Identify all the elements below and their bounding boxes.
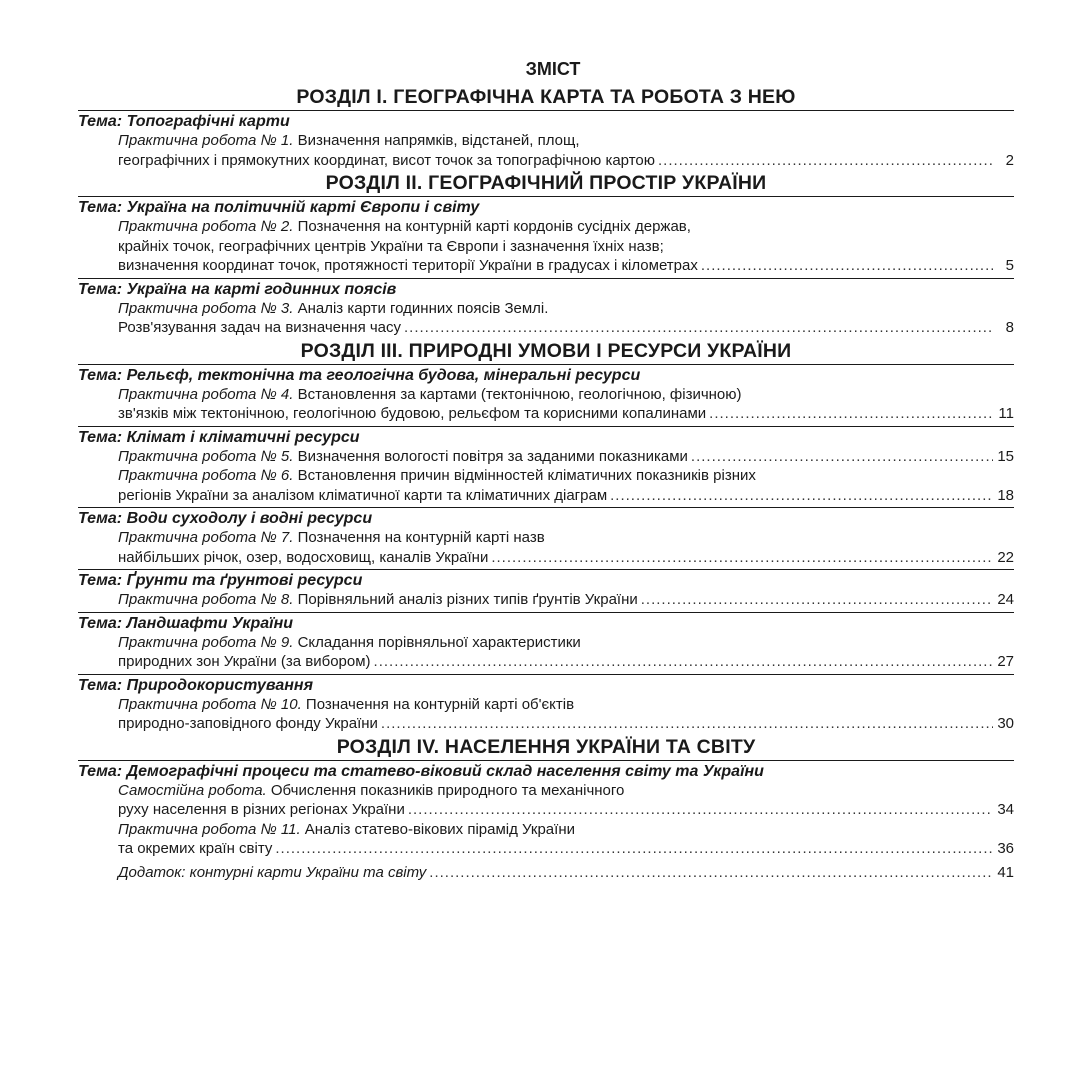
toc-entry-line[interactable] [78,404,1014,424]
toc-line [78,237,1014,257]
toc-entry-line[interactable] [78,318,1014,338]
dot-leader [491,548,993,568]
toc-entry-line[interactable] [78,548,1014,568]
topic-block [78,364,1014,424]
page-number: 41 [997,863,1014,881]
work-text: Аналіз статево-вікових пірамід України [300,820,575,838]
work-label: Практична робота № 7. [118,529,294,546]
page-number: 2 [1005,151,1014,169]
work-label: Практична робота № 11. [118,820,301,838]
work-text: природно-заповідного фонду України [118,715,378,732]
page-number: 34 [997,801,1014,818]
topic-title: Тема: Демографічні процеси та статево-віковий склад населення світу та України [78,762,764,780]
toc-entry-line[interactable] [78,256,1014,276]
topic-title: Тема: Україна на карті годинних поясів [78,280,397,298]
toc-line [78,820,1014,840]
work-text-line [118,447,688,467]
work-label: Самостійна робота. [118,781,267,799]
work-label: Практична робота № 8. [118,591,294,608]
topic-block [78,196,1014,276]
work-text: Обчислення показників природного та механічного [266,781,625,799]
dot-leader [658,151,993,171]
work-label: Практична робота № 1. [118,132,294,149]
topic-block [78,110,1014,170]
page-number: 11 [998,405,1014,422]
work-text: Визначення напрямків, відстаней, площ, [293,132,580,149]
work-text: крайніх точок, географічних центрів України та Європи і зазначення їхніх назв; [118,237,664,255]
topic-block [78,507,1014,567]
work-label: Практична робота № 6. [118,467,294,484]
work-text: Розв'язування задач на визначення часу [118,319,402,336]
dot-leader [381,714,993,734]
dot-leader [610,486,993,506]
topic-block [78,569,1014,610]
dot-leader [408,800,993,820]
dot-leader [709,404,993,424]
toc-entry-line[interactable] [78,839,1014,859]
topic-title: Тема: Україна на політичній карті Європи і світу [78,199,480,216]
page-number: 22 [997,548,1014,566]
topic-title: Тема: Рельєф, тектонічна та геологічна будова, мінеральні ресурси [78,366,641,384]
toc-title: ЗМІСТ [525,59,581,79]
dot-leader [275,839,993,859]
work-label: Практична робота № 5. [118,447,294,465]
work-text: Встановлення за картами (тектонічною, геологічною, фізичною) [293,385,742,403]
page-number: 18 [997,486,1014,504]
toc-line [78,131,1014,151]
topic-block [78,278,1014,338]
topic-block [78,760,1014,883]
page-number: 15 [997,447,1014,465]
toc-entry-line[interactable] [78,652,1014,672]
toc-entry-line[interactable] [78,486,1014,506]
dot-leader [691,447,993,467]
topic-title: Тема: Води суходолу і водні ресурси [78,510,373,527]
work-text: визначення координат точок, протяжності території України в градусах і кілометрах [118,257,698,274]
work-text: Позначення на контурній карті кордонів сусідніх держав, [293,218,691,235]
topic-block [78,674,1014,734]
work-text: Позначення на контурній карті об'єктів [301,695,575,713]
toc-entry-line[interactable] [78,800,1014,820]
work-text: Встановлення причин відмінностей кліматичних показників різних [293,467,756,484]
section-heading: РОЗДІЛ IV. НАСЕЛЕННЯ УКРАЇНИ ТА СВІТУ [336,735,756,758]
page-number: 27 [997,653,1014,670]
work-text: географічних і прямокутних координат, висот точок за топографічною картою [118,151,655,169]
work-text: Аналіз карти годинних поясів Землі. [293,299,549,317]
work-label: Практична робота № 9. [118,633,294,651]
page-number: 8 [1005,319,1014,336]
page-number: 36 [997,840,1014,857]
work-text: руху населення в різних регіонах України [118,801,405,818]
page-number: 5 [1005,257,1014,274]
section-heading: РОЗДІЛ І. ГЕОГРАФІЧНА КАРТА ТА РОБОТА З НЕЮ [296,86,796,108]
work-label: Практична робота № 4. [118,385,294,403]
toc-line [78,466,1014,486]
topic-title: Тема: Топографічні карти [78,113,290,130]
work-text-line [118,590,638,610]
work-label: Практична робота № 10. [118,695,302,713]
topic-title: Тема: Клімат і кліматичні ресурси [78,428,360,446]
page-number: 24 [997,591,1014,608]
work-text: зв'язків між тектонічною, геологічною будовою, рельєфом та корисними копалинами [118,405,707,422]
toc-line [78,385,1014,405]
appendix-text: Додаток: контурні карти України та світу [118,863,427,881]
toc-line [78,217,1014,237]
work-text: та окремих країн світу [118,840,273,857]
topic-title: Тема: Ландшафти України [78,614,294,632]
topic-block [78,612,1014,672]
toc-line [78,299,1014,319]
work-text: Визначення вологості повітря за заданими показниками [293,447,688,465]
toc-line [78,695,1014,715]
work-label: Практична робота № 3. [118,299,294,317]
work-text: природних зон України (за вибором) [118,653,371,670]
dot-leader [701,256,993,276]
topic-title: Тема: Ґрунти та ґрунтові ресурси [78,572,363,589]
work-text: регіонів України за аналізом кліматичної карти та кліматичних діаграм [118,486,608,504]
dot-leader [641,590,993,610]
appendix-entry[interactable] [78,863,1014,883]
work-text: найбільших річок, озер, водосховищ, каналів України [118,548,489,566]
toc-entry-line[interactable] [78,590,1014,610]
toc-entry-line[interactable] [78,151,1014,171]
section-heading: РОЗДІЛ ІІІ. ПРИРОДНІ УМОВИ І РЕСУРСИ УКРАЇНИ [300,339,792,362]
work-text: Порівняльний аналіз різних типів ґрунтів України [293,591,638,608]
dot-leader [429,863,993,883]
work-text: Позначення на контурній карті назв [293,529,545,546]
dot-leader [404,318,993,338]
toc-entry-line[interactable] [78,714,1014,734]
work-text: Складання порівняльної характеристики [293,633,581,651]
table-of-contents [78,58,1014,882]
toc-entry-line[interactable] [78,447,1014,467]
toc-line [78,781,1014,801]
work-label: Практична робота № 2. [118,218,294,235]
toc-line [78,633,1014,653]
page-number: 30 [997,715,1014,732]
topic-block [78,426,1014,506]
toc-line [78,528,1014,548]
topic-title: Тема: Природокористування [78,676,313,694]
section-heading: РОЗДІЛ ІІ. ГЕОГРАФІЧНИЙ ПРОСТІР УКРАЇНИ [325,172,767,194]
dot-leader [374,652,993,672]
